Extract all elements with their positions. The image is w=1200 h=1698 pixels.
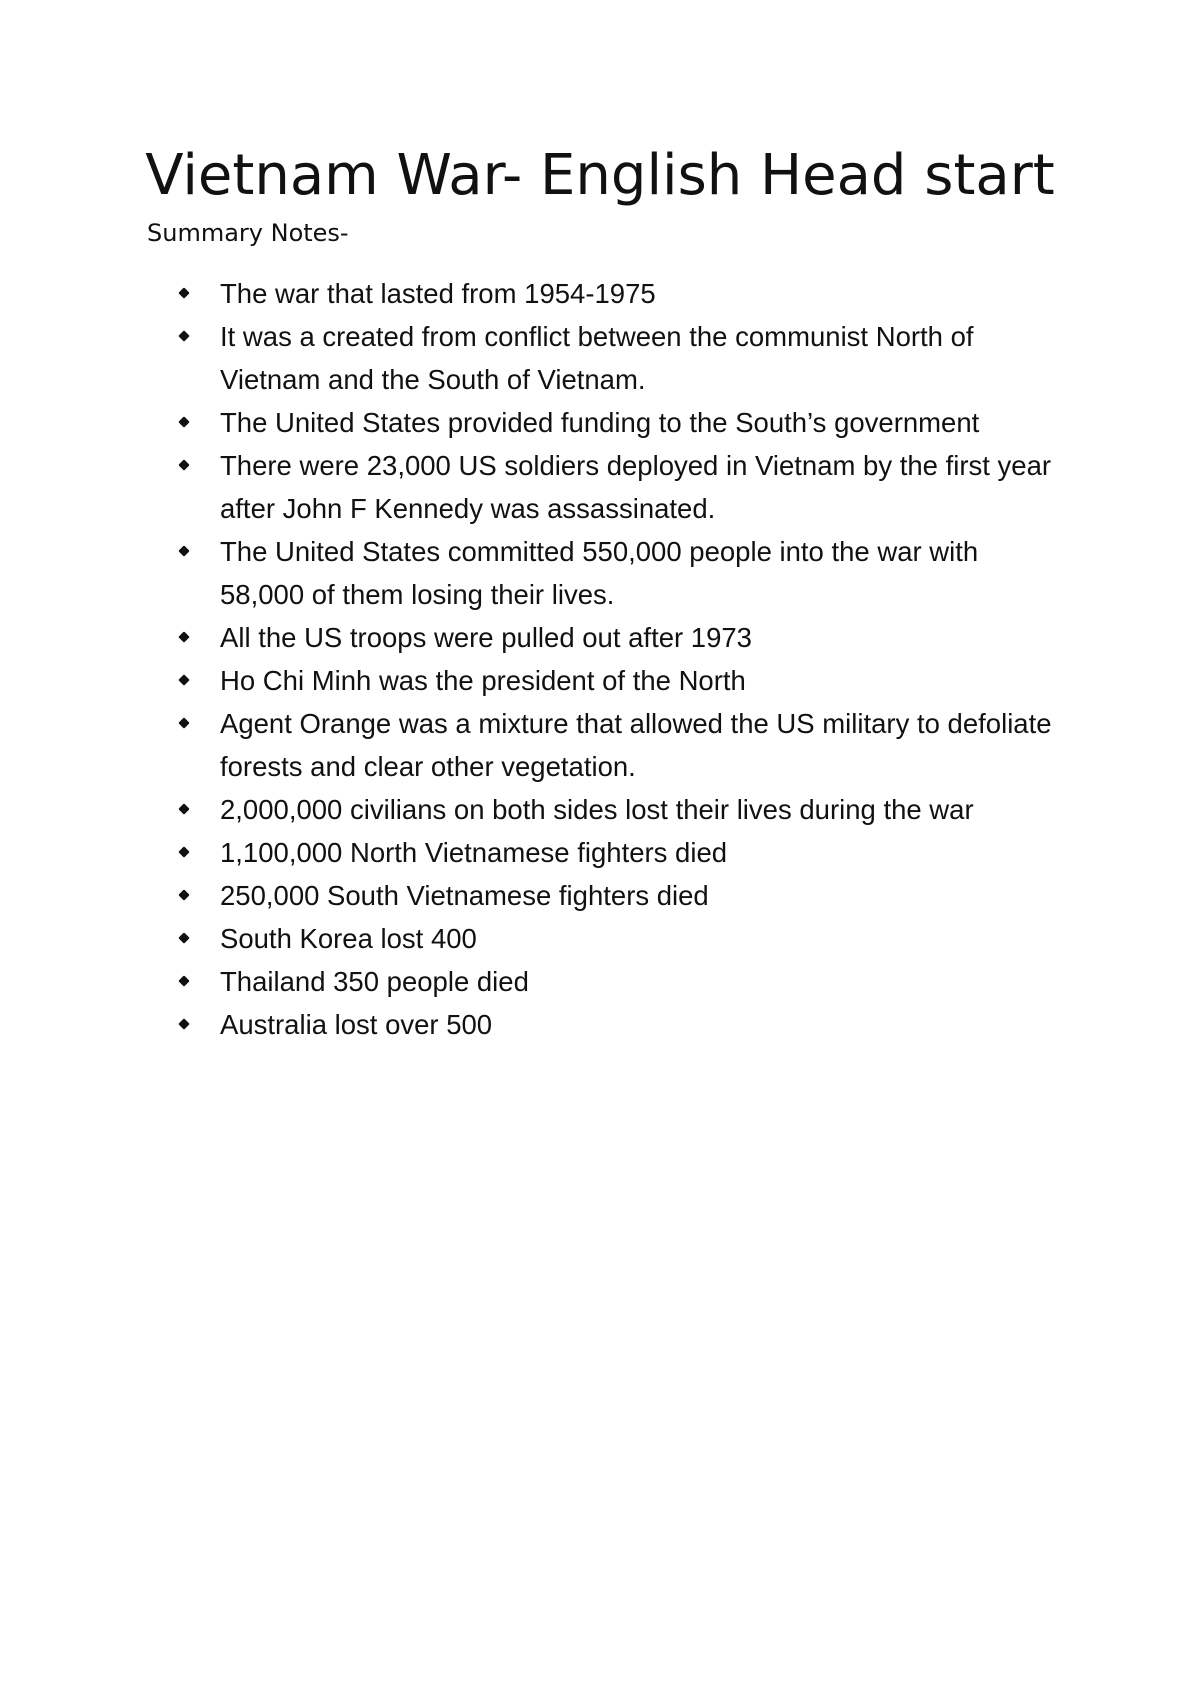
- bullet-icon: [178, 545, 189, 556]
- list-item-text: The war that lasted from 1954-1975: [220, 278, 656, 309]
- list-item: [180, 788, 1060, 831]
- list-item: [180, 702, 1060, 788]
- list-item-text: All the US troops were pulled out after 1973: [220, 622, 752, 653]
- list-item: [180, 616, 1060, 659]
- list-item: [180, 917, 1060, 960]
- list-item: [180, 659, 1060, 702]
- summary-notes-heading: Summary Notes-: [147, 219, 349, 247]
- bullet-icon: [178, 674, 189, 685]
- bullet-icon: [178, 330, 189, 341]
- list-item-text: South Korea lost 400: [220, 923, 477, 954]
- bullet-icon: [178, 717, 189, 728]
- list-item-text: The United States provided funding to the South’s government: [220, 407, 980, 438]
- bullet-icon: [178, 846, 189, 857]
- list-item: [180, 1003, 1060, 1046]
- list-item-text: Australia lost over 500: [220, 1009, 493, 1040]
- bullet-icon: [178, 803, 189, 814]
- list-item-text: It was a created from conflict between the communist North of Vietnam and the South of Vietnam.: [220, 321, 974, 395]
- list-item: [180, 831, 1060, 874]
- list-item-text: 250,000 South Vietnamese fighters died: [220, 880, 709, 911]
- bullet-icon: [178, 975, 189, 986]
- bullet-icon: [178, 631, 189, 642]
- bullet-icon: [178, 889, 189, 900]
- document-title: Vietnam War- English Head start: [145, 143, 1055, 208]
- list-item: [180, 530, 1060, 616]
- list-item-text: The United States committed 550,000 people into the war with 58,000 of them losing their lives.: [220, 536, 979, 610]
- list-item-text: Agent Orange was a mixture that allowed the US military to defoliate forests and clear other vegetation.: [220, 708, 1052, 782]
- bullet-icon: [178, 932, 189, 943]
- list-item-text: Thailand 350 people died: [220, 966, 529, 997]
- bullet-icon: [178, 416, 189, 427]
- bullet-icon: [178, 287, 189, 298]
- list-item: [180, 960, 1060, 1003]
- list-item: [180, 444, 1060, 530]
- summary-notes-list: [180, 272, 1060, 1046]
- list-item-text: 1,100,000 North Vietnamese fighters died: [220, 837, 728, 868]
- list-item: [180, 315, 1060, 401]
- bullet-icon: [178, 459, 189, 470]
- list-item: [180, 401, 1060, 444]
- list-item-text: Ho Chi Minh was the president of the North: [220, 665, 746, 696]
- list-item: [180, 874, 1060, 917]
- list-item: [180, 272, 1060, 315]
- list-item-text: There were 23,000 US soldiers deployed in Vietnam by the first year after John F Kennedy was assassinated.: [220, 450, 1052, 524]
- list-item-text: 2,000,000 civilians on both sides lost their lives during the war: [220, 794, 974, 825]
- bullet-icon: [178, 1018, 189, 1029]
